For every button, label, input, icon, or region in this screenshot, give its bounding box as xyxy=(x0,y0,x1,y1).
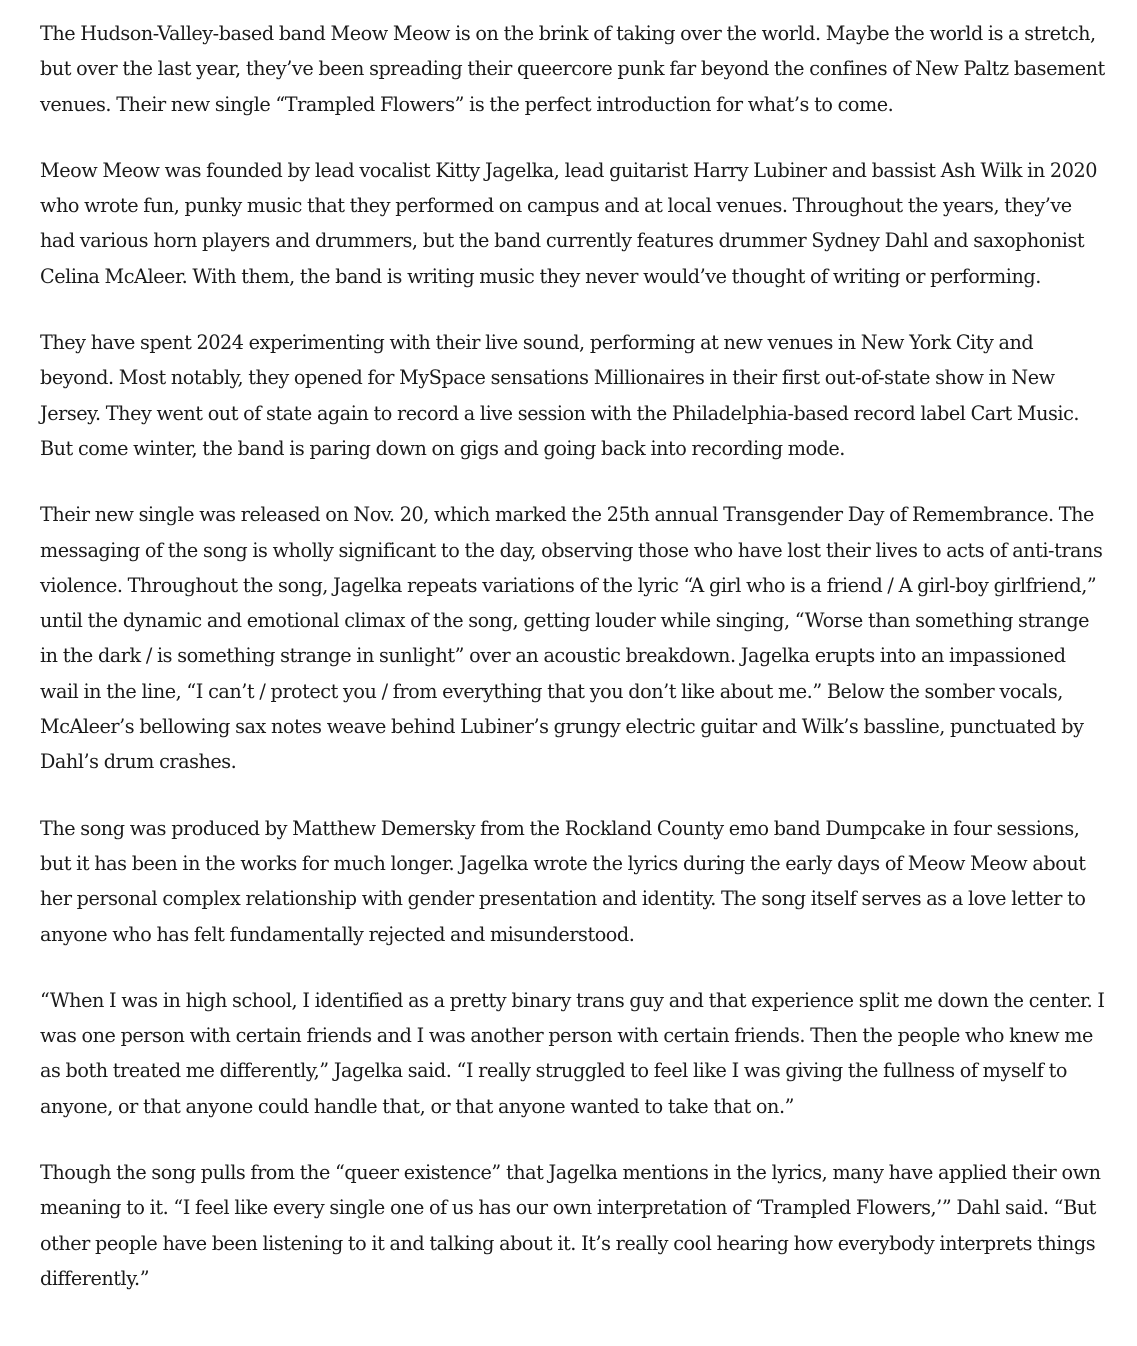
article-paragraph: They have spent 2024 experimenting with their live sound, performing at new venues in New York City and beyond. Most notably, they opened for MySpace sensations Millionaires in their first out-of-state show in New Jersey. They went out of state again to record a live session with the Philadelphia-based record label Cart Music. But come winter, the band is paring down on gigs and going back into recording mode. xyxy=(40,331,1080,460)
article-paragraph: “When I was in high school, I identified as a pretty binary trans guy and that experience split me down the center. I was one person with certain friends and I was another person with certain friends. Then the people who knew me as both treated me differently,” Jagelka said. “I really struggled to feel like I was giving the fullness of myself to anyone, or that anyone could handle that, or that anyone wanted to take that on.” xyxy=(40,988,1105,1118)
article-paragraph: Meow Meow was founded by lead vocalist Kitty Jagelka, lead guitarist Harry Lubiner and bassist Ash Wilk in 2020 who wrote fun, punky music that they performed on campus and at local venues. Throughout the years, they’ve had various horn players and drummers, but the band currently features drummer Sydney Dahl and saxophonist Celina McAleer. With them, the band is writing music they never would’ve thought of writing or performing. xyxy=(40,158,1097,288)
article-paragraph: Though the song pulls from the “queer existence” that Jagelka mentions in the lyrics, many have applied their own meaning to it. “I feel like every single one of us has our own interpretation of ‘Trampled Flowers,’” Dahl said. “But other people have been listening to it and talking about it. It’s really cool hearing how everybody interprets things differently.” xyxy=(40,1161,1101,1290)
article-paragraph: The Hudson-Valley-based band Meow Meow is on the brink of taking over the world. Maybe the world is a stretch, but over the last year, they’ve been spreading their queercore punk far beyond the confines of New Paltz basement venues. Their new single “Trampled Flowers” is the perfect introduction for what’s to come. xyxy=(40,22,1105,116)
article-paragraph: The song was produced by Matthew Demersky from the Rockland County emo band Dumpcake in four sessions, but it has been in the works for much longer. Jagelka wrote the lyrics during the early days of Meow Meow about her personal complex relationship with gender presentation and identity. The song itself serves as a love letter to anyone who has felt fundamentally rejected and misunderstood. xyxy=(40,816,1086,946)
article-paragraph: Their new single was released on Nov. 20, which marked the 25th annual Transgender Day of Remembrance. The messaging of the song is wholly significant to the day, observing those who have lost their lives to acts of anti-trans violence. Throughout the song, Jagelka repeats variations of the lyric “A girl who is a friend / A girl-boy girlfriend,” until the dynamic and emotional climax of the song, getting louder while singing, “Worse than something strange in the dark / is something strange in sunlight” over an acoustic breakdown. Jagelka erupts into an impassioned wail in the line, “I can’t / protect you / from everything that you don’t like about me.” Below the somber vocals, McAleer’s bellowing sax notes weave behind Lubiner’s grungy electric guitar and Wilk’s bassline, punctuated by Dahl’s drum crashes. xyxy=(40,503,1103,774)
